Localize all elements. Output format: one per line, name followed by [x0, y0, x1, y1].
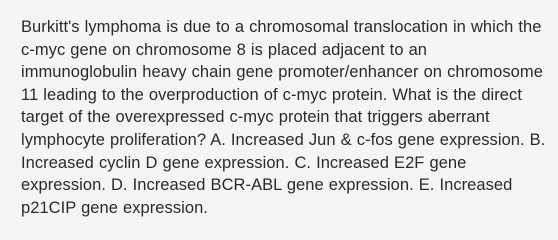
question-text: Burkitt's lymphoma is due to a chromosomal translocation in which the c-myc gene on chromosome 8 is placed adjacent to an immunoglobulin heavy chain gene promoter/enhancer on chromosome 11 leading to the overproduction of c-myc protein. What is the direct target of the overexpressed c-myc protein that triggers aberrant lymphocyte proliferation? A. Increased Jun & c-fos gene expression. B. Increased cyclin D gene expression. C. Increased E2F gene expression. D. Increased BCR-ABL gene expression. E. Increased p21CIP gene expression.	[21, 18, 546, 217]
